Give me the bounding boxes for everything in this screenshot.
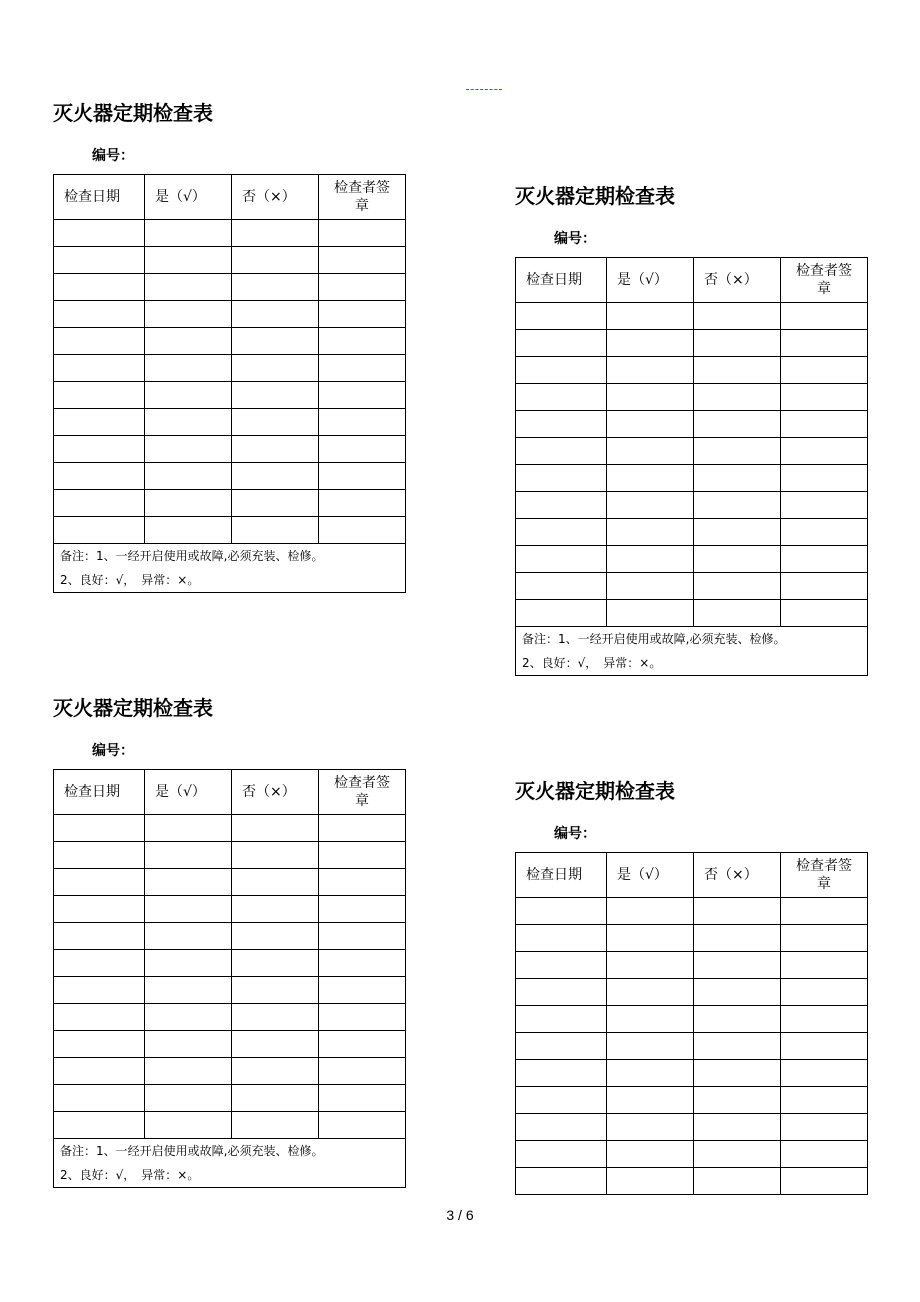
entry-cell[interactable] bbox=[607, 492, 694, 519]
entry-cell[interactable] bbox=[781, 330, 868, 357]
entry-cell[interactable] bbox=[694, 438, 781, 465]
table-row bbox=[54, 490, 406, 517]
entry-cell[interactable] bbox=[54, 382, 145, 409]
entry-cell[interactable] bbox=[319, 1058, 406, 1085]
entry-cell[interactable] bbox=[781, 925, 868, 952]
table-row bbox=[516, 1141, 868, 1168]
table-row bbox=[516, 1087, 868, 1114]
entry-cell[interactable] bbox=[145, 517, 232, 544]
entry-cell[interactable] bbox=[607, 519, 694, 546]
entry-cell[interactable] bbox=[319, 490, 406, 517]
column-header-signature: 检查者签章 bbox=[319, 770, 406, 815]
entry-cell[interactable] bbox=[319, 355, 406, 382]
notes-row bbox=[516, 627, 868, 676]
entry-cell[interactable] bbox=[54, 328, 145, 355]
entry-cell[interactable] bbox=[232, 436, 319, 463]
entry-cell[interactable] bbox=[607, 1114, 694, 1141]
notes-cell bbox=[516, 627, 868, 676]
entry-cell[interactable] bbox=[232, 1058, 319, 1085]
table-row bbox=[54, 382, 406, 409]
table-row bbox=[516, 330, 868, 357]
entry-cell[interactable] bbox=[694, 330, 781, 357]
inspection-table bbox=[53, 174, 406, 593]
notes-cell bbox=[54, 1139, 406, 1188]
entry-cell[interactable] bbox=[607, 330, 694, 357]
table-row bbox=[54, 1112, 406, 1139]
entry-cell[interactable] bbox=[145, 842, 232, 869]
entry-cell[interactable] bbox=[781, 979, 868, 1006]
entry-cell[interactable] bbox=[145, 950, 232, 977]
column-header-yes: 是（√） bbox=[607, 853, 694, 898]
table-row bbox=[516, 1033, 868, 1060]
table-row bbox=[54, 301, 406, 328]
column-header-yes: 是（√） bbox=[607, 258, 694, 303]
entry-cell[interactable] bbox=[781, 546, 868, 573]
entry-cell[interactable] bbox=[145, 1085, 232, 1112]
note-line: 备注：1、一经开启使用或故障,必须充装、检修。 bbox=[60, 549, 324, 563]
entry-cell[interactable] bbox=[145, 328, 232, 355]
column-header-yes: 是（√） bbox=[145, 175, 232, 220]
entry-cell[interactable] bbox=[607, 600, 694, 627]
table-row bbox=[54, 463, 406, 490]
entry-cell[interactable] bbox=[54, 923, 145, 950]
column-header-yes: 是（√） bbox=[145, 770, 232, 815]
entry-cell[interactable] bbox=[232, 301, 319, 328]
table-row bbox=[54, 1058, 406, 1085]
entry-cell[interactable] bbox=[319, 923, 406, 950]
entry-cell[interactable] bbox=[54, 220, 145, 247]
table-row bbox=[516, 519, 868, 546]
column-header-date: 检查日期 bbox=[54, 175, 145, 220]
form-code-label: 编号： bbox=[92, 148, 134, 164]
entry-cell[interactable] bbox=[232, 220, 319, 247]
entry-cell[interactable] bbox=[145, 815, 232, 842]
entry-cell[interactable] bbox=[694, 898, 781, 925]
table-row bbox=[516, 898, 868, 925]
column-header-no: 否（×） bbox=[232, 770, 319, 815]
entry-cell[interactable] bbox=[319, 328, 406, 355]
entry-cell[interactable] bbox=[694, 1141, 781, 1168]
entry-cell[interactable] bbox=[694, 519, 781, 546]
entry-cell[interactable] bbox=[232, 274, 319, 301]
entry-cell[interactable] bbox=[694, 357, 781, 384]
entry-cell[interactable] bbox=[607, 952, 694, 979]
entry-cell[interactable] bbox=[54, 517, 145, 544]
entry-cell[interactable] bbox=[54, 1058, 145, 1085]
entry-cell[interactable] bbox=[516, 1114, 607, 1141]
entry-cell[interactable] bbox=[54, 1031, 145, 1058]
column-header-no: 否（×） bbox=[694, 853, 781, 898]
entry-cell[interactable] bbox=[54, 869, 145, 896]
inspection-table bbox=[515, 257, 868, 676]
table-row bbox=[516, 952, 868, 979]
entry-cell[interactable] bbox=[54, 355, 145, 382]
entry-cell[interactable] bbox=[781, 303, 868, 330]
entry-cell[interactable] bbox=[607, 303, 694, 330]
entry-cell[interactable] bbox=[232, 1112, 319, 1139]
table-row bbox=[54, 517, 406, 544]
entry-cell[interactable] bbox=[319, 463, 406, 490]
table-row bbox=[516, 546, 868, 573]
entry-cell[interactable] bbox=[516, 438, 607, 465]
entry-cell[interactable] bbox=[145, 301, 232, 328]
entry-cell[interactable] bbox=[516, 384, 607, 411]
entry-cell[interactable] bbox=[319, 301, 406, 328]
entry-cell[interactable] bbox=[232, 490, 319, 517]
entry-cell[interactable] bbox=[54, 815, 145, 842]
form-title: 灭火器定期检查表 bbox=[515, 779, 675, 803]
entry-cell[interactable] bbox=[319, 815, 406, 842]
table-row bbox=[516, 925, 868, 952]
entry-cell[interactable] bbox=[319, 842, 406, 869]
table-row bbox=[54, 328, 406, 355]
entry-cell[interactable] bbox=[781, 1060, 868, 1087]
entry-cell[interactable] bbox=[319, 1112, 406, 1139]
entry-cell[interactable] bbox=[232, 1004, 319, 1031]
entry-cell[interactable] bbox=[232, 463, 319, 490]
entry-cell[interactable] bbox=[694, 1168, 781, 1195]
table-header-row bbox=[54, 770, 406, 815]
entry-cell[interactable] bbox=[54, 301, 145, 328]
entry-cell[interactable] bbox=[694, 1060, 781, 1087]
entry-cell[interactable] bbox=[516, 600, 607, 627]
table-row bbox=[516, 492, 868, 519]
entry-cell[interactable] bbox=[54, 490, 145, 517]
entry-cell[interactable] bbox=[781, 492, 868, 519]
table-row bbox=[516, 1060, 868, 1087]
entry-cell[interactable] bbox=[319, 1085, 406, 1112]
entry-cell[interactable] bbox=[694, 546, 781, 573]
notes-cell bbox=[54, 544, 406, 593]
column-header-signature: 检查者签章 bbox=[781, 258, 868, 303]
entry-cell[interactable] bbox=[694, 492, 781, 519]
entry-cell[interactable] bbox=[607, 1087, 694, 1114]
entry-cell[interactable] bbox=[516, 1033, 607, 1060]
entry-cell[interactable] bbox=[319, 220, 406, 247]
table-row bbox=[516, 438, 868, 465]
table-header-row bbox=[516, 258, 868, 303]
entry-cell[interactable] bbox=[516, 1141, 607, 1168]
entry-cell[interactable] bbox=[781, 357, 868, 384]
entry-cell[interactable] bbox=[145, 896, 232, 923]
entry-cell[interactable] bbox=[232, 977, 319, 1004]
entry-cell[interactable] bbox=[607, 979, 694, 1006]
column-header-date: 检查日期 bbox=[54, 770, 145, 815]
entry-cell[interactable] bbox=[319, 977, 406, 1004]
entry-cell[interactable] bbox=[145, 977, 232, 1004]
note-line: 2、良好：√， 异常：×。 bbox=[60, 1168, 200, 1182]
entry-cell[interactable] bbox=[516, 357, 607, 384]
entry-cell[interactable] bbox=[781, 1114, 868, 1141]
table-row bbox=[54, 842, 406, 869]
table-row bbox=[54, 409, 406, 436]
entry-cell[interactable] bbox=[232, 355, 319, 382]
entry-cell[interactable] bbox=[145, 463, 232, 490]
table-row bbox=[516, 1114, 868, 1141]
entry-cell[interactable] bbox=[319, 382, 406, 409]
entry-cell[interactable] bbox=[516, 546, 607, 573]
entry-cell[interactable] bbox=[694, 465, 781, 492]
entry-cell[interactable] bbox=[319, 517, 406, 544]
entry-cell[interactable] bbox=[145, 1112, 232, 1139]
entry-cell[interactable] bbox=[232, 950, 319, 977]
table-row bbox=[54, 1085, 406, 1112]
inspection-table bbox=[515, 852, 868, 1195]
entry-cell[interactable] bbox=[516, 519, 607, 546]
entry-cell[interactable] bbox=[232, 1031, 319, 1058]
form-code-label: 编号： bbox=[554, 826, 596, 842]
entry-cell[interactable] bbox=[607, 1141, 694, 1168]
entry-cell[interactable] bbox=[232, 382, 319, 409]
form-title: 灭火器定期检查表 bbox=[53, 101, 213, 125]
form-code-label: 编号： bbox=[92, 743, 134, 759]
entry-cell[interactable] bbox=[781, 952, 868, 979]
table-row bbox=[516, 573, 868, 600]
notes-row bbox=[54, 544, 406, 593]
entry-cell[interactable] bbox=[694, 303, 781, 330]
entry-cell[interactable] bbox=[781, 1006, 868, 1033]
entry-cell[interactable] bbox=[145, 247, 232, 274]
column-header-no: 否（×） bbox=[694, 258, 781, 303]
entry-cell[interactable] bbox=[781, 1141, 868, 1168]
table-row bbox=[54, 923, 406, 950]
entry-cell[interactable] bbox=[607, 1168, 694, 1195]
entry-cell[interactable] bbox=[607, 411, 694, 438]
entry-cell[interactable] bbox=[319, 436, 406, 463]
entry-cell[interactable] bbox=[516, 898, 607, 925]
entry-cell[interactable] bbox=[54, 1112, 145, 1139]
page-number: 3 / 6 bbox=[446, 1207, 474, 1223]
entry-cell[interactable] bbox=[516, 465, 607, 492]
column-header-no: 否（×） bbox=[232, 175, 319, 220]
column-header-signature: 检查者签章 bbox=[781, 853, 868, 898]
column-header-date: 检查日期 bbox=[516, 853, 607, 898]
entry-cell[interactable] bbox=[54, 1085, 145, 1112]
header-dashed-mark bbox=[466, 79, 502, 90]
table-row bbox=[54, 220, 406, 247]
table-row bbox=[54, 247, 406, 274]
entry-cell[interactable] bbox=[232, 923, 319, 950]
entry-cell[interactable] bbox=[145, 869, 232, 896]
entry-cell[interactable] bbox=[607, 546, 694, 573]
entry-cell[interactable] bbox=[607, 1033, 694, 1060]
entry-cell[interactable] bbox=[54, 977, 145, 1004]
entry-cell[interactable] bbox=[781, 1168, 868, 1195]
entry-cell[interactable] bbox=[54, 896, 145, 923]
table-row bbox=[54, 355, 406, 382]
table-row bbox=[516, 465, 868, 492]
table-row bbox=[516, 303, 868, 330]
entry-cell[interactable] bbox=[516, 979, 607, 1006]
entry-cell[interactable] bbox=[694, 600, 781, 627]
form-title: 灭火器定期检查表 bbox=[53, 696, 213, 720]
inspection-table bbox=[53, 769, 406, 1188]
entry-cell[interactable] bbox=[781, 411, 868, 438]
table-row bbox=[516, 357, 868, 384]
entry-cell[interactable] bbox=[54, 842, 145, 869]
table-header-row bbox=[516, 853, 868, 898]
table-row bbox=[516, 1168, 868, 1195]
entry-cell[interactable] bbox=[319, 274, 406, 301]
entry-cell[interactable] bbox=[145, 923, 232, 950]
table-row bbox=[516, 979, 868, 1006]
entry-cell[interactable] bbox=[232, 869, 319, 896]
entry-cell[interactable] bbox=[516, 1087, 607, 1114]
entry-cell[interactable] bbox=[781, 573, 868, 600]
table-row bbox=[54, 1031, 406, 1058]
entry-cell[interactable] bbox=[319, 247, 406, 274]
entry-cell[interactable] bbox=[319, 1031, 406, 1058]
entry-cell[interactable] bbox=[694, 952, 781, 979]
entry-cell[interactable] bbox=[232, 896, 319, 923]
entry-cell[interactable] bbox=[145, 409, 232, 436]
entry-cell[interactable] bbox=[607, 1060, 694, 1087]
table-row bbox=[516, 411, 868, 438]
entry-cell[interactable] bbox=[516, 925, 607, 952]
entry-cell[interactable] bbox=[694, 384, 781, 411]
table-row bbox=[516, 1006, 868, 1033]
entry-cell[interactable] bbox=[781, 898, 868, 925]
entry-cell[interactable] bbox=[54, 409, 145, 436]
entry-cell[interactable] bbox=[781, 1033, 868, 1060]
entry-cell[interactable] bbox=[516, 330, 607, 357]
entry-cell[interactable] bbox=[781, 465, 868, 492]
entry-cell[interactable] bbox=[54, 1004, 145, 1031]
table-row bbox=[54, 869, 406, 896]
entry-cell[interactable] bbox=[516, 303, 607, 330]
entry-cell[interactable] bbox=[232, 842, 319, 869]
entry-cell[interactable] bbox=[54, 247, 145, 274]
entry-cell[interactable] bbox=[781, 519, 868, 546]
entry-cell[interactable] bbox=[607, 357, 694, 384]
column-header-date: 检查日期 bbox=[516, 258, 607, 303]
entry-cell[interactable] bbox=[694, 411, 781, 438]
entry-cell[interactable] bbox=[516, 952, 607, 979]
entry-cell[interactable] bbox=[694, 1006, 781, 1033]
table-row bbox=[54, 274, 406, 301]
entry-cell[interactable] bbox=[145, 436, 232, 463]
table-header-row bbox=[54, 175, 406, 220]
entry-cell[interactable] bbox=[781, 384, 868, 411]
note-line: 2、良好：√， 异常：×。 bbox=[522, 656, 662, 670]
entry-cell[interactable] bbox=[145, 355, 232, 382]
entry-cell[interactable] bbox=[145, 490, 232, 517]
entry-cell[interactable] bbox=[54, 950, 145, 977]
entry-cell[interactable] bbox=[607, 384, 694, 411]
entry-cell[interactable] bbox=[607, 1006, 694, 1033]
entry-cell[interactable] bbox=[319, 409, 406, 436]
table-row bbox=[54, 950, 406, 977]
column-header-signature: 检查者签章 bbox=[319, 175, 406, 220]
notes-row bbox=[54, 1139, 406, 1188]
table-row bbox=[516, 600, 868, 627]
entry-cell[interactable] bbox=[319, 896, 406, 923]
entry-cell[interactable] bbox=[694, 979, 781, 1006]
entry-cell[interactable] bbox=[694, 573, 781, 600]
entry-cell[interactable] bbox=[145, 220, 232, 247]
entry-cell[interactable] bbox=[781, 438, 868, 465]
entry-cell[interactable] bbox=[516, 573, 607, 600]
entry-cell[interactable] bbox=[232, 815, 319, 842]
entry-cell[interactable] bbox=[694, 925, 781, 952]
entry-cell[interactable] bbox=[54, 463, 145, 490]
entry-cell[interactable] bbox=[232, 409, 319, 436]
entry-cell[interactable] bbox=[781, 600, 868, 627]
entry-cell[interactable] bbox=[232, 517, 319, 544]
entry-cell[interactable] bbox=[232, 1085, 319, 1112]
table-row bbox=[54, 436, 406, 463]
entry-cell[interactable] bbox=[145, 1058, 232, 1085]
entry-cell[interactable] bbox=[319, 869, 406, 896]
entry-cell[interactable] bbox=[516, 411, 607, 438]
entry-cell[interactable] bbox=[319, 1004, 406, 1031]
entry-cell[interactable] bbox=[516, 1168, 607, 1195]
entry-cell[interactable] bbox=[607, 438, 694, 465]
table-row bbox=[54, 1004, 406, 1031]
entry-cell[interactable] bbox=[607, 925, 694, 952]
entry-cell[interactable] bbox=[607, 465, 694, 492]
entry-cell[interactable] bbox=[319, 950, 406, 977]
entry-cell[interactable] bbox=[145, 274, 232, 301]
entry-cell[interactable] bbox=[516, 1060, 607, 1087]
note-line: 备注：1、一经开启使用或故障,必须充装、检修。 bbox=[60, 1144, 324, 1158]
note-line: 2、良好：√， 异常：×。 bbox=[60, 573, 200, 587]
entry-cell[interactable] bbox=[694, 1087, 781, 1114]
form-title: 灭火器定期检查表 bbox=[515, 184, 675, 208]
entry-cell[interactable] bbox=[607, 573, 694, 600]
form-code-label: 编号： bbox=[554, 231, 596, 247]
note-line: 备注：1、一经开启使用或故障,必须充装、检修。 bbox=[522, 632, 786, 646]
entry-cell[interactable] bbox=[145, 1031, 232, 1058]
entry-cell[interactable] bbox=[607, 898, 694, 925]
entry-cell[interactable] bbox=[694, 1114, 781, 1141]
table-row bbox=[516, 384, 868, 411]
entry-cell[interactable] bbox=[232, 247, 319, 274]
entry-cell[interactable] bbox=[232, 328, 319, 355]
entry-cell[interactable] bbox=[516, 1006, 607, 1033]
entry-cell[interactable] bbox=[781, 1087, 868, 1114]
table-row bbox=[54, 815, 406, 842]
table-row bbox=[54, 977, 406, 1004]
entry-cell[interactable] bbox=[694, 1033, 781, 1060]
entry-cell[interactable] bbox=[145, 382, 232, 409]
entry-cell[interactable] bbox=[54, 274, 145, 301]
table-row bbox=[54, 896, 406, 923]
entry-cell[interactable] bbox=[54, 436, 145, 463]
entry-cell[interactable] bbox=[145, 1004, 232, 1031]
entry-cell[interactable] bbox=[516, 492, 607, 519]
